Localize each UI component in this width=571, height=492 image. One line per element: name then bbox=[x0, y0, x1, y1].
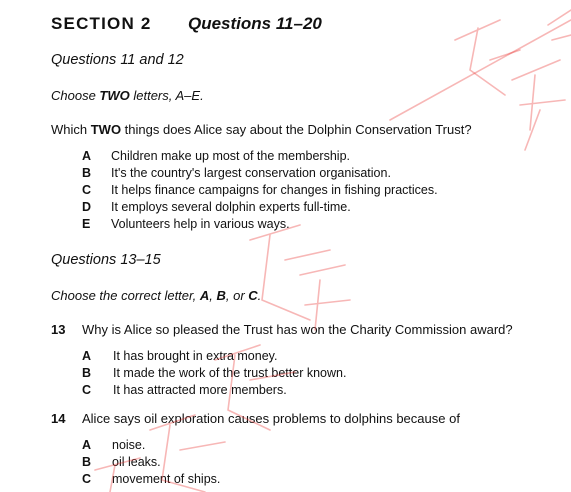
group2-instruction bbox=[51, 288, 261, 303]
question-emphasis: TWO bbox=[90, 122, 122, 137]
watermark-stroke bbox=[548, 10, 571, 40]
option-text: noise. bbox=[112, 438, 146, 452]
option-11-b bbox=[82, 166, 391, 180]
group1-question bbox=[51, 122, 472, 137]
option-13-b bbox=[82, 366, 346, 380]
section-question-range: Questions 11–20 bbox=[188, 14, 322, 33]
option-text: It made the work of the trust better known. bbox=[113, 366, 347, 380]
question-number: 14 bbox=[51, 411, 66, 426]
option-11-c bbox=[82, 183, 438, 197]
instruction-letter-c: C bbox=[248, 288, 258, 303]
option-14-c bbox=[82, 472, 220, 486]
watermark-stroke bbox=[300, 265, 350, 330]
watermark-stroke bbox=[512, 60, 565, 150]
option-letter: D bbox=[82, 200, 92, 214]
option-text: movement of ships. bbox=[112, 472, 221, 486]
option-letter: A bbox=[82, 438, 92, 452]
question-13-text: Why is Alice so pleased the Trust has won the Charity Commission award? bbox=[82, 322, 513, 337]
instruction-letter-a: A bbox=[199, 288, 210, 303]
option-text: It helps finance campaigns for changes in fishing practices. bbox=[111, 183, 438, 197]
instruction-text: . bbox=[257, 288, 262, 303]
option-text: Volunteers help in various ways. bbox=[111, 217, 290, 231]
option-text: It's the country's largest conservation organisation. bbox=[111, 166, 391, 180]
instruction-text: Choose bbox=[51, 88, 100, 103]
watermark-stroke bbox=[455, 20, 520, 95]
question-number: 13 bbox=[51, 322, 66, 337]
option-letter: A bbox=[82, 149, 92, 163]
group1-instruction bbox=[51, 88, 204, 103]
option-11-e bbox=[82, 217, 290, 231]
option-text: It has attracted more members. bbox=[113, 383, 287, 397]
question-text: things does Alice say about the Dolphin Conservation Trust? bbox=[121, 122, 472, 137]
option-13-a bbox=[82, 349, 277, 363]
option-letter: B bbox=[82, 455, 92, 469]
watermark-stroke bbox=[250, 225, 330, 320]
option-13-c bbox=[82, 383, 287, 397]
question-text: Which bbox=[51, 122, 91, 137]
option-text: oil leaks. bbox=[112, 455, 161, 469]
option-14-a bbox=[82, 438, 145, 452]
instruction-text: , bbox=[209, 288, 217, 303]
instruction-text: Choose the correct letter, bbox=[51, 288, 200, 303]
option-text: It has brought in extra money. bbox=[113, 349, 278, 363]
watermark-stroke bbox=[390, 20, 571, 120]
option-14-b bbox=[82, 455, 161, 469]
option-letter: A bbox=[82, 349, 92, 363]
section-title: SECTION 2 bbox=[51, 14, 152, 33]
option-letter: B bbox=[82, 166, 92, 180]
option-11-a bbox=[82, 149, 350, 163]
option-letter: C bbox=[82, 383, 92, 397]
option-letter: B bbox=[82, 366, 92, 380]
option-text: It employs several dolphin experts full-time. bbox=[111, 200, 351, 214]
question-14-text: Alice says oil exploration causes problems to dolphins because of bbox=[82, 411, 460, 426]
instruction-emphasis: TWO bbox=[99, 88, 130, 103]
instruction-text: , or bbox=[225, 288, 249, 303]
option-11-d bbox=[82, 200, 351, 214]
option-letter: E bbox=[82, 217, 91, 231]
option-letter: C bbox=[82, 472, 92, 486]
group1-heading: Questions 11 and 12 bbox=[51, 52, 184, 68]
option-letter: C bbox=[82, 183, 92, 197]
group2-heading: Questions 13–15 bbox=[51, 252, 161, 268]
instruction-letter-b: B bbox=[216, 288, 226, 303]
instruction-text: letters, A–E. bbox=[129, 88, 204, 103]
option-text: Children make up most of the membership. bbox=[111, 149, 350, 163]
